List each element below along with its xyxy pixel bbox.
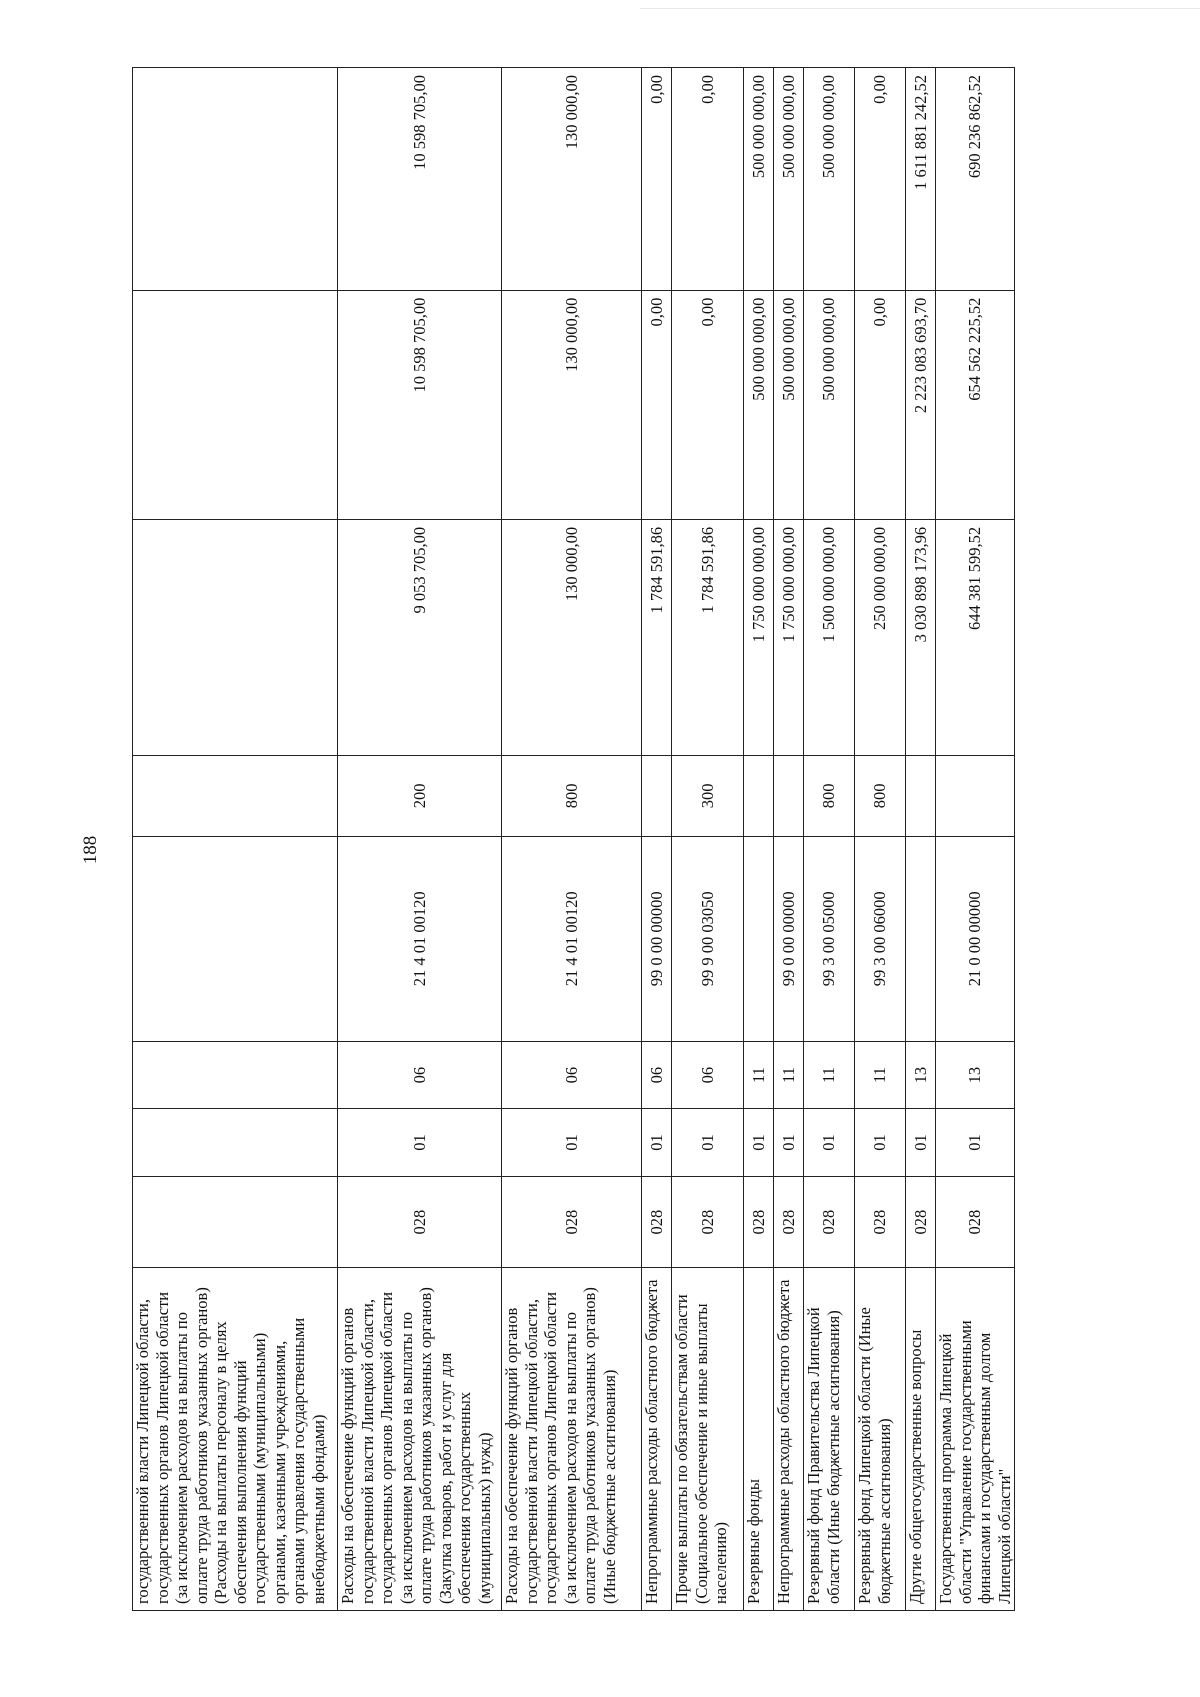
sum-year1-cell: 3 030 898 173,96 (906, 519, 936, 755)
row-name: Прочие выплаты по обязательствам области (Социальное обеспечение и иные выплаты населению) (672, 1268, 744, 1611)
sum-year3-cell: 0,00 (672, 68, 744, 291)
csr-cell: 99 9 00 03050 (672, 836, 744, 1041)
pr-cell: 11 (774, 1041, 804, 1108)
sum-year2-cell: 500 000 000,00 (774, 290, 804, 519)
csr-cell: 21 4 01 00120 (502, 836, 642, 1041)
vr-cell: 800 (804, 755, 855, 836)
sum-year2-cell: 654 562 225,52 (936, 290, 1015, 519)
pr-cell (133, 1041, 338, 1108)
rz-cell: 01 (672, 1109, 744, 1176)
sum-year1-cell (133, 519, 338, 755)
table-row (502, 68, 642, 1611)
row-name: Непрограммные расходы областного бюджета (642, 1268, 672, 1611)
vr-cell: 800 (855, 755, 906, 836)
ved-cell: 028 (936, 1176, 1015, 1268)
row-name: Расходы на обеспечение функций органов государственной власти Липецкой области, государственных органов Липецкой области (за исключением расходов на выплаты по оплате труда работников указанных органов) (Иные бюджетные ассигнования) (502, 1268, 642, 1611)
pr-cell: 13 (906, 1041, 936, 1108)
table-row (855, 68, 906, 1611)
table-row (133, 68, 338, 1611)
sum-year3-cell: 0,00 (855, 68, 906, 291)
sum-year2-cell (133, 290, 338, 519)
pr-cell: 11 (855, 1041, 906, 1108)
csr-cell (133, 836, 338, 1041)
row-name: Резервные фонды (744, 1268, 774, 1611)
scan-edge-line (640, 8, 1200, 9)
rz-cell (133, 1109, 338, 1176)
csr-cell: 99 0 00 00000 (774, 836, 804, 1041)
ved-cell: 028 (774, 1176, 804, 1268)
csr-cell: 99 3 00 05000 (804, 836, 855, 1041)
pr-cell: 06 (338, 1041, 502, 1108)
rz-cell: 01 (855, 1109, 906, 1176)
ved-cell: 028 (338, 1176, 502, 1268)
row-name: государственной власти Липецкой области, государственных органов Липецкой области (за исключением расходов на выплаты по оплате труда работников указанных органов) (Расходы на выплаты персоналу в целях обеспечения выполнения функций государственными (муниципальными) органами, казенными учреждениями, органами управления государственными внебюджетными фондами) (133, 1268, 338, 1611)
sum-year2-cell: 0,00 (642, 290, 672, 519)
csr-cell (744, 836, 774, 1041)
sum-year2-cell: 0,00 (672, 290, 744, 519)
rz-cell: 01 (774, 1109, 804, 1176)
sum-year1-cell: 130 000,00 (502, 519, 642, 755)
table-row (906, 68, 936, 1611)
ved-cell (133, 1176, 338, 1268)
table-row (936, 68, 1015, 1611)
sum-year3-cell: 500 000 000,00 (744, 68, 774, 291)
sum-year3-cell: 500 000 000,00 (804, 68, 855, 291)
rz-cell: 01 (804, 1109, 855, 1176)
ved-cell: 028 (744, 1176, 774, 1268)
csr-cell: 99 0 00 00000 (642, 836, 672, 1041)
sum-year2-cell: 500 000 000,00 (744, 290, 774, 519)
table-row (642, 68, 672, 1611)
row-name: Резервный фонд Правительства Липецкой области (Иные бюджетные ассигнования) (804, 1268, 855, 1611)
vr-cell: 800 (502, 755, 642, 836)
row-name: Государственная программа Липецкой области "Управление государственными финансами и государственным долгом Липецкой области" (936, 1268, 1015, 1611)
table-row (672, 68, 744, 1611)
vr-cell (133, 755, 338, 836)
rz-cell: 01 (744, 1109, 774, 1176)
pr-cell: 11 (804, 1041, 855, 1108)
row-name: Расходы на обеспечение функций органов государственной власти Липецкой области, государственных органов Липецкой области (за исключением расходов на выплаты по оплате труда работников указанных органов) (Закупка товаров, работ и услуг для обеспечения государственных (муниципальных) нужд) (338, 1268, 502, 1611)
sum-year3-cell: 130 000,00 (502, 68, 642, 291)
vr-cell (744, 755, 774, 836)
sum-year3-cell: 500 000 000,00 (774, 68, 804, 291)
vr-cell: 200 (338, 755, 502, 836)
rz-cell: 01 (906, 1109, 936, 1176)
page-number: 188 (80, 835, 101, 865)
vr-cell: 300 (672, 755, 744, 836)
ved-cell: 028 (672, 1176, 744, 1268)
vr-cell (774, 755, 804, 836)
rz-cell: 01 (936, 1109, 1015, 1176)
sum-year2-cell: 130 000,00 (502, 290, 642, 519)
rz-cell: 01 (338, 1109, 502, 1176)
sum-year3-cell: 10 598 705,00 (338, 68, 502, 291)
pr-cell: 11 (744, 1041, 774, 1108)
row-name: Другие общегосударственные вопросы (906, 1268, 936, 1611)
table-row (338, 68, 502, 1611)
row-name: Непрограммные расходы областного бюджета (774, 1268, 804, 1611)
sum-year3-cell: 0,00 (642, 68, 672, 291)
table-row (804, 68, 855, 1611)
sum-year1-cell: 1 784 591,86 (642, 519, 672, 755)
vr-cell (906, 755, 936, 836)
csr-cell: 21 0 00 00000 (936, 836, 1015, 1041)
sum-year3-cell: 690 236 862,52 (936, 68, 1015, 291)
vr-cell (936, 755, 1015, 836)
ved-cell: 028 (642, 1176, 672, 1268)
pr-cell: 06 (502, 1041, 642, 1108)
ved-cell: 028 (804, 1176, 855, 1268)
sum-year1-cell: 9 053 705,00 (338, 519, 502, 755)
table-row (744, 68, 774, 1611)
sum-year2-cell: 500 000 000,00 (804, 290, 855, 519)
sum-year1-cell: 1 784 591,86 (672, 519, 744, 755)
row-name: Резервный фонд Липецкой области (Иные бюджетные ассигнования) (855, 1268, 906, 1611)
csr-cell: 99 3 00 06000 (855, 836, 906, 1041)
rotated-table-wrapper (132, 67, 1014, 1611)
pr-cell: 06 (642, 1041, 672, 1108)
rz-cell: 01 (642, 1109, 672, 1176)
ved-cell: 028 (906, 1176, 936, 1268)
sum-year1-cell: 1 750 000 000,00 (744, 519, 774, 755)
csr-cell (906, 836, 936, 1041)
sum-year2-cell: 0,00 (855, 290, 906, 519)
sum-year1-cell: 250 000 000,00 (855, 519, 906, 755)
sum-year1-cell: 1 500 000 000,00 (804, 519, 855, 755)
pr-cell: 13 (936, 1041, 1015, 1108)
sum-year3-cell (133, 68, 338, 291)
vr-cell (642, 755, 672, 836)
pr-cell: 06 (672, 1041, 744, 1108)
csr-cell: 21 4 01 00120 (338, 836, 502, 1041)
ved-cell: 028 (502, 1176, 642, 1268)
sum-year2-cell: 2 223 083 693,70 (906, 290, 936, 519)
rz-cell: 01 (502, 1109, 642, 1176)
ved-cell: 028 (855, 1176, 906, 1268)
budget-table (132, 67, 1015, 1611)
sum-year3-cell: 1 611 881 242,52 (906, 68, 936, 291)
table-row (774, 68, 804, 1611)
sum-year1-cell: 1 750 000 000,00 (774, 519, 804, 755)
sum-year1-cell: 644 381 599,52 (936, 519, 1015, 755)
sum-year2-cell: 10 598 705,00 (338, 290, 502, 519)
